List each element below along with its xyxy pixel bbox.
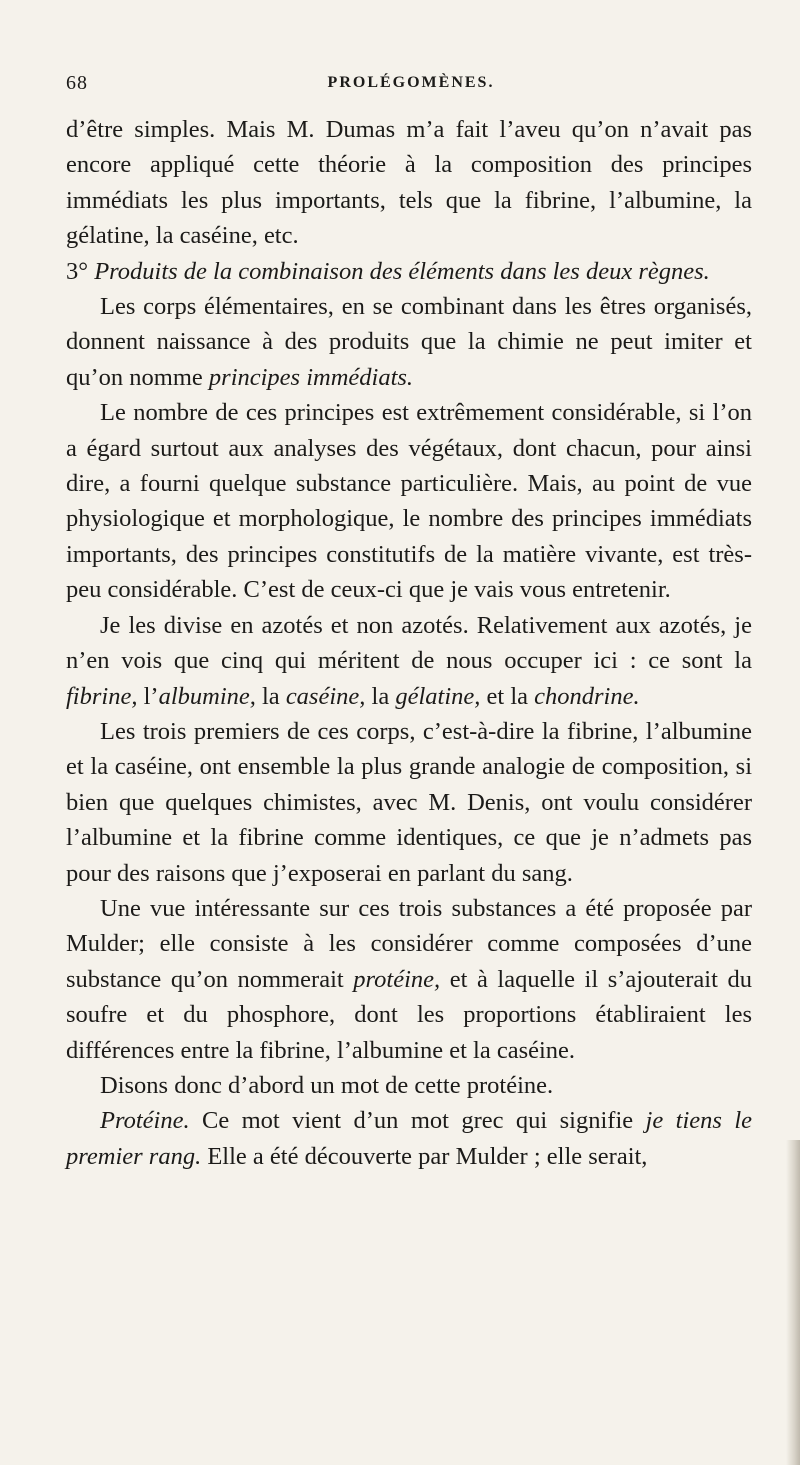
term-principes-immediats: principes immédiats. <box>208 363 414 391</box>
paragraph-6 <box>66 891 752 1068</box>
paragraph-4-text-c: la <box>255 682 286 710</box>
running-head: PROLÉGOMÈNES. <box>327 74 495 91</box>
section-number: 3° <box>66 257 89 285</box>
paragraph-8-text-a: Ce mot vient d’un mot grec qui signifie <box>189 1107 646 1135</box>
paragraph-4-text-d: la <box>365 682 396 710</box>
term-caseine: caséine, <box>285 682 366 710</box>
paragraph-2-text: Les corps élémentaires, en se combinant dans les êtres organisés, donnent naissance à des produits que la chimie ne peut imiter et qu’on nomme <box>66 293 752 391</box>
term-chondrine: chondrine. <box>534 682 640 710</box>
paragraph-6-text-b: et à laquelle il s’ajouterait du soufre et du phosphore, dont les proportions établiraient les différences entre la fibrine, l’albumine et la caséine. <box>66 965 752 1064</box>
page-header <box>66 72 756 100</box>
paragraph-7: Disons donc d’abord un mot de cette protéine. <box>100 1071 554 1099</box>
paragraph-8-text-b: Elle a été découverte par Mulder ; elle serait, <box>201 1142 648 1170</box>
page-edge-shadow <box>786 1140 800 1465</box>
paragraph-4-text-a: Je les divise en azotés et non azotés. Relativement aux azotés, je n’en vois que cinq qui méritent de nous occuper ici : ce sont la <box>66 611 752 675</box>
paragraph-4-text-b: l’ <box>137 682 159 710</box>
section-title: Produits de la combinaison des éléments dans les deux règnes. <box>94 257 710 285</box>
paragraph-5: Les trois premiers de ces corps, c’est-à-dire la fibrine, l’albumine et la caséine, ont ensemble la plus grande analogie de composition, si bien que quelques chimistes, avec M. Denis, ont voulu considérer l’albumine et la fibrine comme identiques, ce que je n’admets pas pour des raisons que j’exposerai en parlant du sang. <box>66 717 752 887</box>
paragraph-4 <box>66 608 752 714</box>
paragraph-2 <box>66 289 752 395</box>
section-heading <box>66 254 752 289</box>
paragraph-1: d’être simples. Mais M. Dumas m’a fait l’aveu qu’on n’avait pas encore appliqué cette théorie à la composition des principes immédiats les plus importants, tels que la fibrine, l’albumine, la gélatine, la caséine, etc. <box>66 116 752 250</box>
term-gelatine: gélatine, <box>395 682 481 710</box>
paragraph-8 <box>66 1103 752 1174</box>
body-text <box>66 112 752 1174</box>
paragraph-4-text-e: et la <box>480 682 535 710</box>
greek-meaning: je tiens le premier rang. <box>66 1107 752 1170</box>
page-number: 68 <box>66 72 88 94</box>
term-albumine: albumine, <box>158 682 256 710</box>
term-fibrine: fibrine, <box>66 682 138 710</box>
paragraph-3: Le nombre de ces principes est extrêmement considérable, si l’on a égard surtout aux analyses des végétaux, dont chacun, pour ainsi dire, a fourni quelque substance particulière. Mais, au point de vue physiologique et morphologique, le nombre des principes immédiats importants, des principes constitutifs de la matière vivante, est très-peu considérable. C’est de ceux-ci que je vais vous entretenir. <box>66 399 752 604</box>
term-proteine-heading: Protéine. <box>100 1107 190 1135</box>
paragraph-6-text-a: Une vue intéressante sur ces trois substances a été proposée par Mulder; elle consiste à les considérer comme composées d’une substance qu’on nommerait <box>66 894 752 993</box>
term-proteine: protéine, <box>353 965 441 993</box>
